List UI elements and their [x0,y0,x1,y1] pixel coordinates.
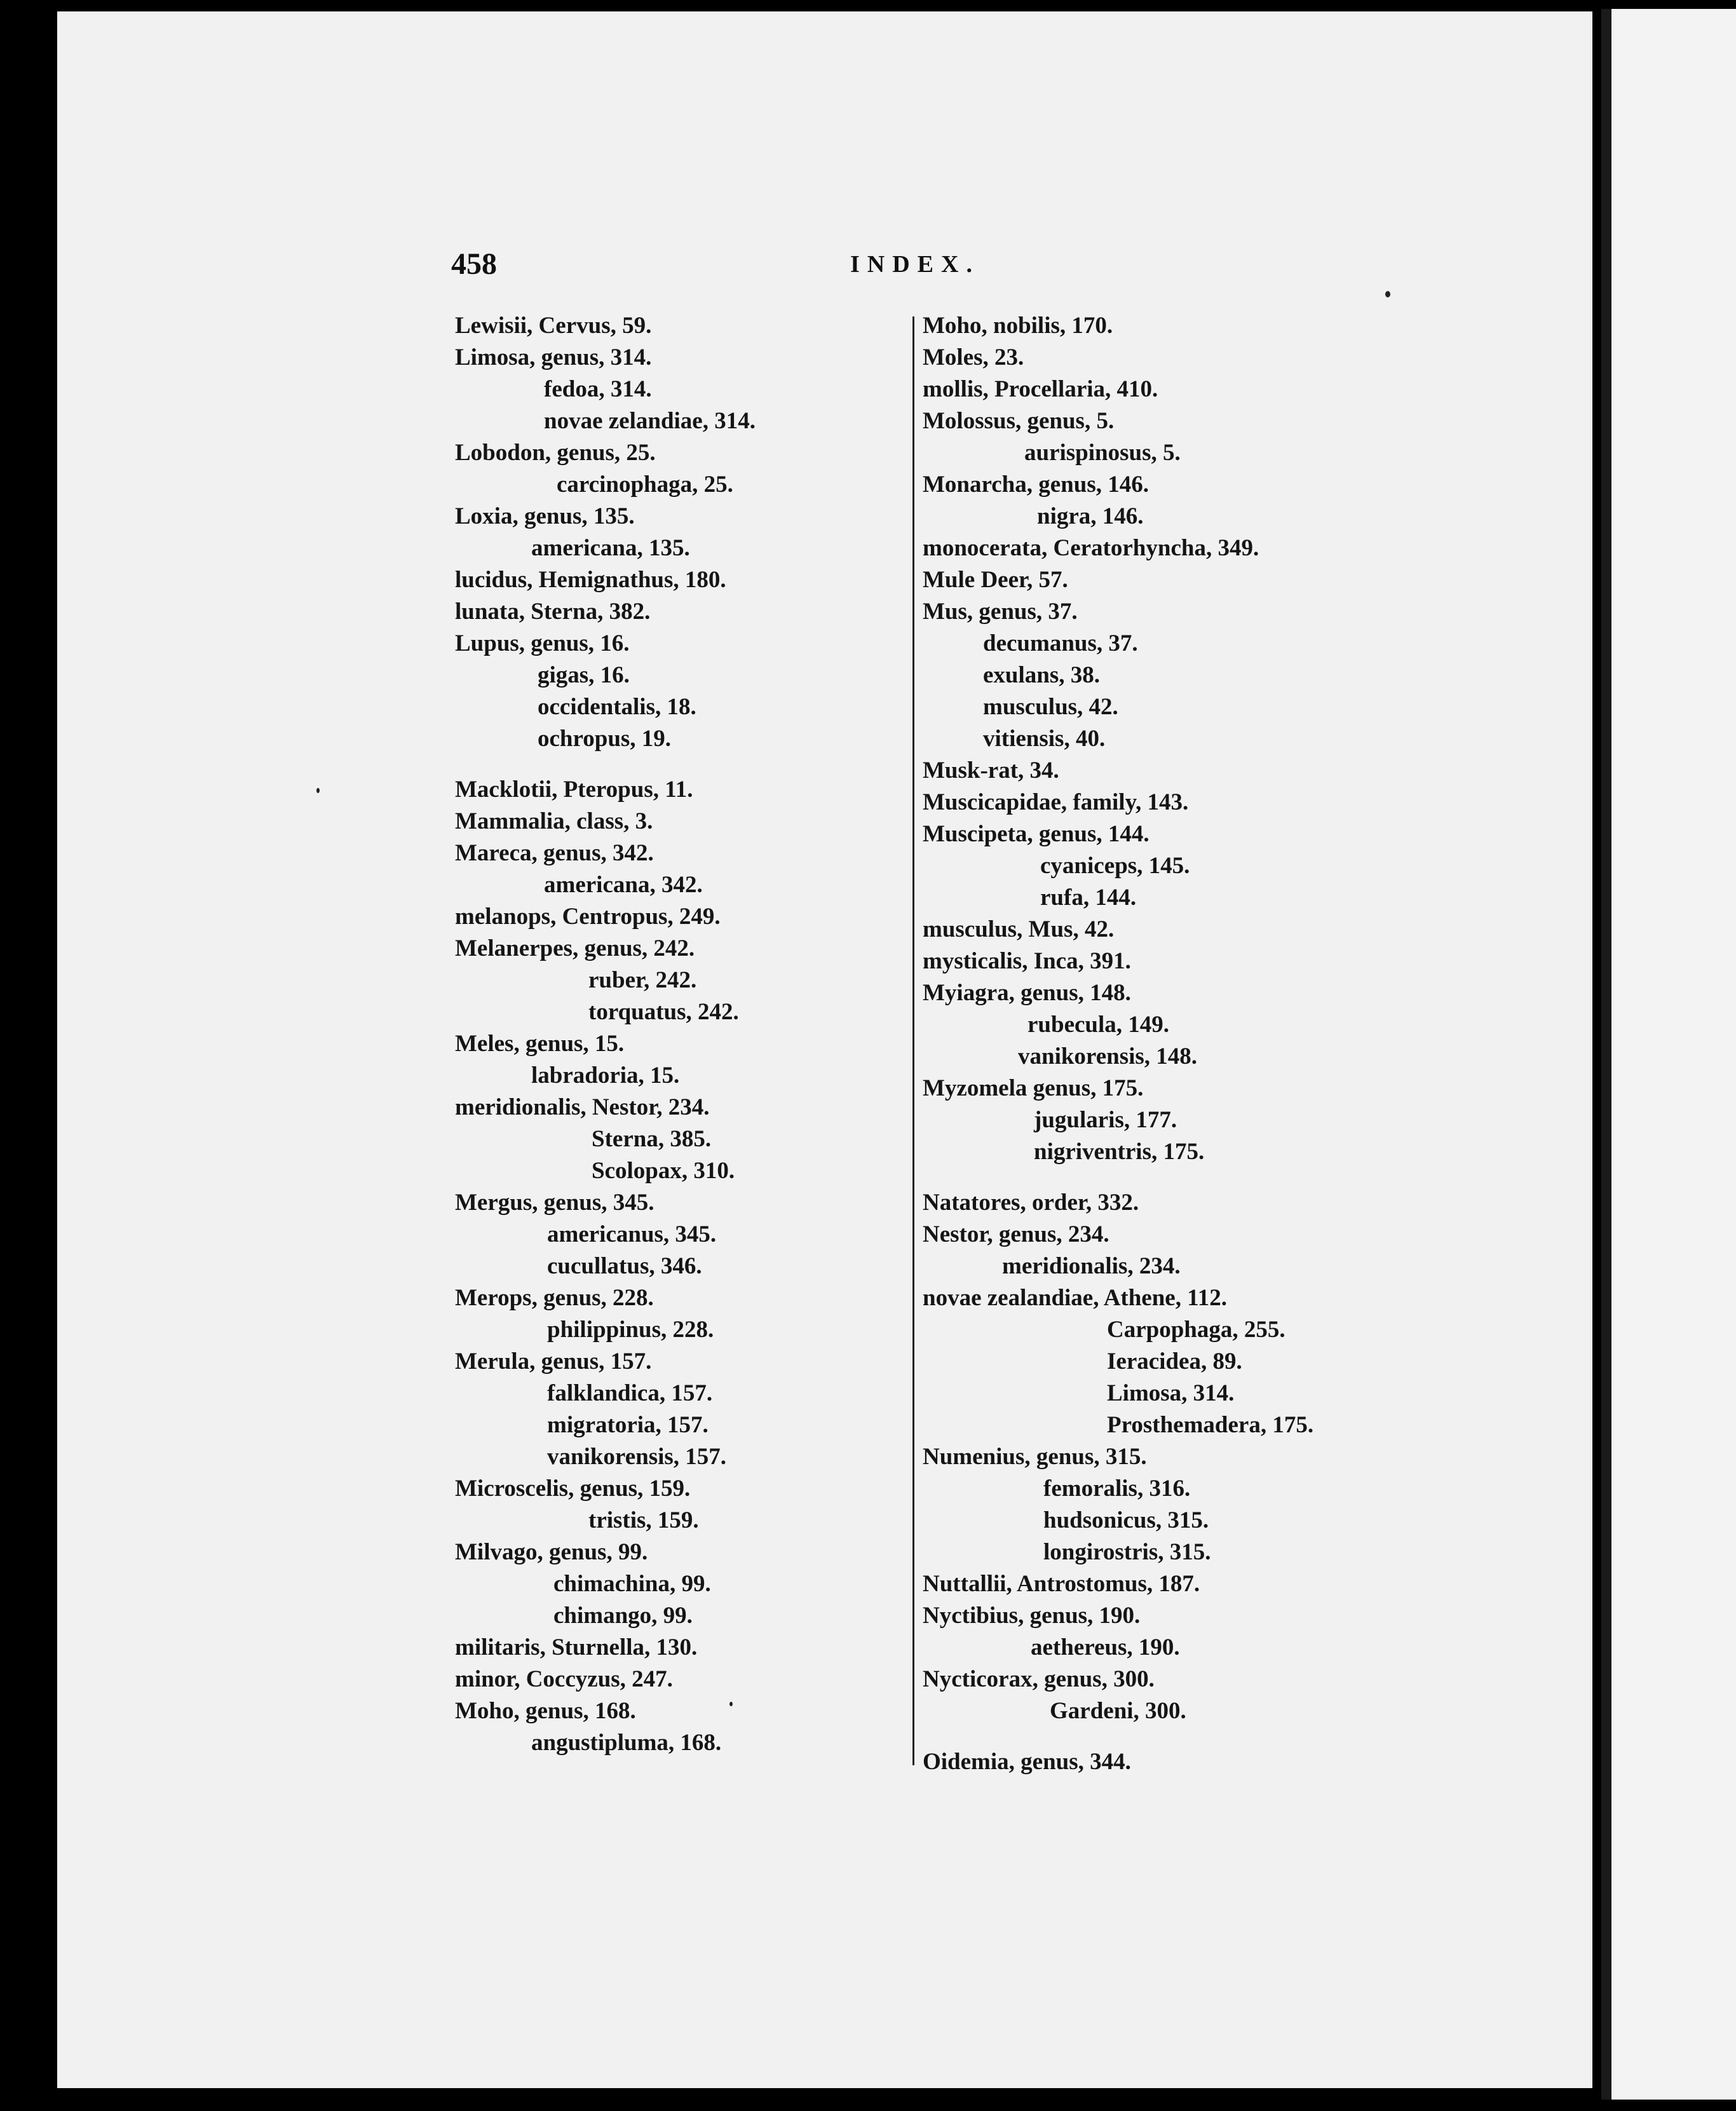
index-entry: fedoa, 314. [544,376,652,402]
index-entry: Muscipeta, genus, 144. [923,821,1149,847]
section-gap [923,1727,1495,1746]
index-entry: Loxia, genus, 135. [455,503,635,529]
index-entry: Mus, genus, 37. [923,599,1078,625]
index-entry: philippinus, 228. [547,1317,714,1343]
index-entry: americanus, 345. [547,1221,717,1247]
section-gap [923,1168,1495,1187]
page-number: 458 [451,247,497,281]
index-entry: Oidemia, genus, 344. [923,1749,1131,1775]
running-title: INDEX. [850,251,980,278]
index-entry: cyaniceps, 145. [1040,853,1190,879]
index-entry: labradoria, 15. [531,1062,680,1089]
index-entry: Scolopax, 310. [592,1158,735,1184]
index-entry: Monarcha, genus, 146. [923,472,1149,498]
index-entry: nigriventris, 175. [1034,1139,1205,1165]
index-entry: vitiensis, 40. [983,726,1106,752]
index-entry: Mammalia, class, 3. [455,808,653,834]
index-entry: Macklotii, Pteropus, 11. [455,777,693,803]
index-entry: meridionalis, 234. [1002,1253,1181,1279]
index-entry: Myzomela genus, 175. [923,1075,1144,1101]
index-entry: Limosa, 314. [1107,1380,1235,1406]
index-entry: nigra, 146. [1037,503,1144,529]
index-entry: Musk-rat, 34. [923,757,1059,784]
index-column-right [923,310,1495,1778]
index-entry: rubecula, 149. [1027,1012,1170,1038]
index-entry: Nycticorax, genus, 300. [923,1666,1155,1692]
index-entry: melanops, Centropus, 249. [455,904,721,930]
index-entry: chimango, 99. [553,1603,693,1629]
index-entry: jugularis, 177. [1034,1107,1177,1133]
index-entry: hudsonicus, 315. [1043,1507,1209,1533]
index-entry: Merops, genus, 228. [455,1285,654,1311]
index-entry: americana, 342. [544,872,703,898]
index-entry: Lupus, genus, 16. [455,630,630,656]
index-entry: migratoria, 157. [547,1412,709,1438]
index-entry: lucidus, Hemignathus, 180. [455,567,726,593]
index-entry: Nyctibius, genus, 190. [923,1603,1141,1629]
ink-speck [316,788,320,793]
next-page-edge [1601,9,1736,2100]
index-entry: vanikorensis, 157. [547,1444,727,1470]
ink-speck [1385,291,1390,297]
index-entry: gigas, 16. [538,662,630,688]
index-entry: Myiagra, genus, 148. [923,980,1131,1006]
index-entry: mysticalis, Inca, 391. [923,948,1131,974]
index-entry: Moho, nobilis, 170. [923,313,1113,339]
index-entry: meridionalis, Nestor, 234. [455,1094,710,1120]
index-entry: carcinophaga, 25. [557,472,733,498]
index-entry: Microscelis, genus, 159. [455,1476,691,1502]
index-entry: Nuttallii, Antrostomus, 187. [923,1571,1200,1597]
index-entry: aethereus, 190. [1031,1634,1180,1660]
index-entry: Moles, 23. [923,344,1024,370]
index-entry: Gardeni, 300. [1050,1698,1186,1724]
index-entry: exulans, 38. [983,662,1101,688]
index-entry: novae zelandiae, 314. [544,408,756,434]
index-entry: Carpophaga, 255. [1107,1317,1285,1343]
column-divider [912,316,914,1765]
index-entry: chimachina, 99. [553,1571,711,1597]
index-entry: Nestor, genus, 234. [923,1221,1109,1247]
index-page [57,11,1592,2088]
index-entry: Molossus, genus, 5. [923,408,1115,434]
index-entry: longirostris, 315. [1043,1539,1211,1565]
index-entry: musculus, Mus, 42. [923,916,1115,942]
index-entry: cucullatus, 346. [547,1253,702,1279]
section-gap [455,755,938,774]
index-entry: rufa, 144. [1040,885,1137,911]
index-entry: americana, 135. [531,535,690,561]
index-entry: ruber, 242. [588,967,697,993]
index-entry: vanikorensis, 148. [1018,1043,1198,1069]
index-entry: Meles, genus, 15. [455,1031,625,1057]
index-entry: Moho, genus, 168. [455,1698,636,1724]
index-entry: lunata, Sterna, 382. [455,599,651,625]
index-entry: falklandica, 157. [547,1380,713,1406]
index-entry: Mareca, genus, 342. [455,840,654,866]
index-entry: Lewisii, Cervus, 59. [455,313,652,339]
index-entry: ochropus, 19. [538,726,672,752]
index-entry: Muscicapidae, family, 143. [923,789,1189,815]
index-entry: Milvago, genus, 99. [455,1539,648,1565]
index-entry: musculus, 42. [983,694,1118,720]
index-entry: militaris, Sturnella, 130. [455,1634,698,1660]
index-entry: Merula, genus, 157. [455,1348,652,1375]
index-entry: Limosa, genus, 314. [455,344,652,370]
index-entry: minor, Coccyzus, 247. [455,1666,673,1692]
index-entry: Mergus, genus, 345. [455,1190,654,1216]
index-entry: Lobodon, genus, 25. [455,440,656,466]
index-entry: torquatus, 242. [588,999,739,1025]
index-entry: Numenius, genus, 315. [923,1444,1147,1470]
index-entry: Sterna, 385. [592,1126,712,1152]
index-column-left [455,310,938,1759]
index-entry: Melanerpes, genus, 242. [455,935,695,961]
index-entry: monocerata, Ceratorhyncha, 349. [923,535,1259,561]
index-entry: occidentalis, 18. [538,694,696,720]
index-entry: femoralis, 316. [1043,1476,1191,1502]
index-entry: mollis, Procellaria, 410. [923,376,1158,402]
index-entry: Mule Deer, 57. [923,567,1068,593]
index-entry: Prosthemadera, 175. [1107,1412,1314,1438]
ink-speck [729,1702,733,1706]
index-entry: tristis, 159. [588,1507,699,1533]
index-entry: Natatores, order, 332. [923,1190,1139,1216]
index-entry: Ieracidea, 89. [1107,1348,1242,1375]
index-entry: novae zealandiae, Athene, 112. [923,1285,1227,1311]
index-entry: aurispinosus, 5. [1024,440,1181,466]
index-entry: angustipluma, 168. [531,1730,722,1756]
index-entry: decumanus, 37. [983,630,1138,656]
